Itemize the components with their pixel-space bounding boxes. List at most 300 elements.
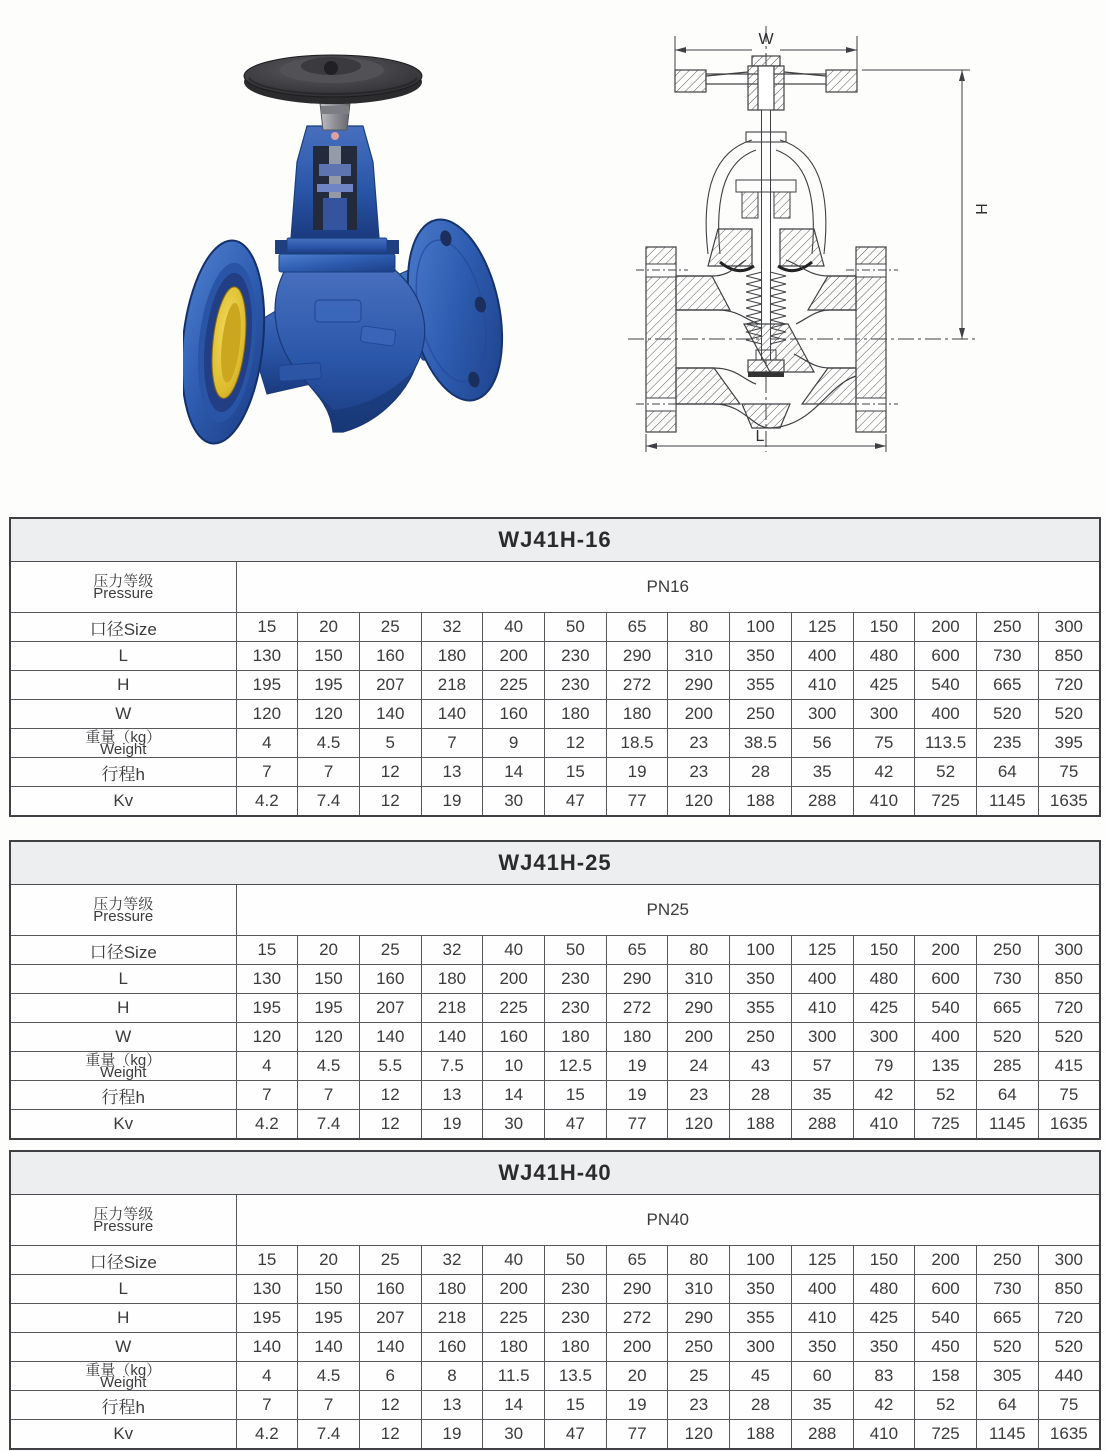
- spec-cell: 725: [915, 1420, 977, 1450]
- spec-cell: 42: [853, 1391, 915, 1420]
- spec-cell: 180: [421, 642, 483, 671]
- spec-cell: 350: [730, 965, 792, 994]
- row-label: L: [10, 1275, 236, 1304]
- spec-cell: 218: [421, 1304, 483, 1333]
- spec-cell: 400: [791, 1275, 853, 1304]
- spec-cell: 250: [976, 613, 1038, 642]
- spec-cell: 32: [421, 936, 483, 965]
- spec-cell: 120: [298, 700, 360, 729]
- spec-cell: 75: [1038, 1081, 1100, 1110]
- row-label: 行程h: [10, 1391, 236, 1420]
- table-title-cell: [10, 841, 1100, 885]
- spec-cell: 1635: [1038, 1420, 1100, 1450]
- spec-cell: 725: [915, 787, 977, 817]
- spec-cell: 12: [359, 1110, 421, 1140]
- spec-cell: 1145: [976, 787, 1038, 817]
- table-title: WJ41H-25: [498, 850, 612, 875]
- spec-cell: 7: [298, 1391, 360, 1420]
- row-label: [10, 729, 236, 758]
- spec-cell: 13: [421, 758, 483, 787]
- spec-cell: 4.2: [236, 1420, 298, 1450]
- table-row: [10, 729, 1100, 758]
- spec-cell: 13: [421, 1081, 483, 1110]
- spec-cell: 195: [298, 671, 360, 700]
- spec-cell: 225: [483, 1304, 545, 1333]
- spec-cell: 400: [791, 642, 853, 671]
- spec-cell: 15: [236, 1246, 298, 1275]
- spec-cell: 158: [915, 1362, 977, 1391]
- spec-cell: 23: [668, 1081, 730, 1110]
- spec-cell: 665: [976, 1304, 1038, 1333]
- spec-cell: 15: [545, 758, 607, 787]
- row-label: H: [10, 671, 236, 700]
- spec-cell: 140: [421, 1023, 483, 1052]
- spec-cell: 300: [1038, 613, 1100, 642]
- spec-cell: 160: [359, 642, 421, 671]
- spec-cell: 47: [545, 1420, 607, 1450]
- spec-cell: 4.5: [298, 729, 360, 758]
- spec-cell: 35: [791, 758, 853, 787]
- spec-cell: 218: [421, 671, 483, 700]
- table-row: [10, 787, 1100, 817]
- spec-cell: 1635: [1038, 1110, 1100, 1140]
- spec-cell: 52: [915, 758, 977, 787]
- row-label: H: [10, 1304, 236, 1333]
- table-row: [10, 671, 1100, 700]
- spec-cell: 19: [606, 758, 668, 787]
- row-label: W: [10, 1023, 236, 1052]
- table-title-cell: [10, 1151, 1100, 1195]
- spec-cell: 5.5: [359, 1052, 421, 1081]
- table-row: [10, 642, 1100, 671]
- spec-cell: 850: [1038, 1275, 1100, 1304]
- table-row: [10, 1420, 1100, 1450]
- spec-cell: 850: [1038, 642, 1100, 671]
- spec-cell: 13: [421, 1391, 483, 1420]
- spec-cell: 32: [421, 613, 483, 642]
- spec-cell: 290: [668, 994, 730, 1023]
- spec-cell: 7.4: [298, 787, 360, 817]
- spec-cell: 250: [730, 1023, 792, 1052]
- spec-cell: 130: [236, 642, 298, 671]
- spec-cell: 355: [730, 1304, 792, 1333]
- spec-cell: 12: [359, 1081, 421, 1110]
- pressure-row-label: [10, 1195, 236, 1246]
- spec-cell: 35: [791, 1391, 853, 1420]
- spec-cell: 250: [730, 700, 792, 729]
- spec-cell: 207: [359, 994, 421, 1023]
- spec-cell: 300: [791, 1023, 853, 1052]
- spec-cell: 25: [668, 1362, 730, 1391]
- spec-cell: 38.5: [730, 729, 792, 758]
- spec-cell: 410: [791, 1304, 853, 1333]
- spec-cell: 77: [606, 1110, 668, 1140]
- spec-cell: 57: [791, 1052, 853, 1081]
- spec-cell: 65: [606, 1246, 668, 1275]
- spec-cell: 25: [359, 613, 421, 642]
- spec-cell: 4: [236, 729, 298, 758]
- spec-cell: 30: [483, 1110, 545, 1140]
- spec-cell: 300: [853, 700, 915, 729]
- spec-cell: 64: [976, 758, 1038, 787]
- spec-cell: 7: [236, 1081, 298, 1110]
- spec-cell: 720: [1038, 994, 1100, 1023]
- row-label-en: Weight: [100, 741, 147, 758]
- row-label: Kv: [10, 1110, 236, 1140]
- spec-cell: 100: [730, 936, 792, 965]
- spec-cell: 47: [545, 1110, 607, 1140]
- spec-cell: 540: [915, 994, 977, 1023]
- spec-cell: 310: [668, 1275, 730, 1304]
- spec-cell: 195: [236, 1304, 298, 1333]
- spec-table-WJ41H-25: [9, 840, 1101, 1140]
- spec-cell: 230: [545, 1275, 607, 1304]
- spec-cell: 120: [236, 700, 298, 729]
- spec-cell: 64: [976, 1081, 1038, 1110]
- spec-cell: 350: [730, 1275, 792, 1304]
- row-label: Kv: [10, 1420, 236, 1450]
- spec-cell: 8: [421, 1362, 483, 1391]
- spec-cell: 150: [298, 965, 360, 994]
- spec-cell: 23: [668, 1391, 730, 1420]
- spec-cell: 43: [730, 1052, 792, 1081]
- spec-cell: 200: [483, 965, 545, 994]
- spec-cell: 40: [483, 613, 545, 642]
- row-label-cn: 重量（kg）: [85, 1052, 162, 1069]
- table-row: [10, 1110, 1100, 1140]
- spec-cell: 19: [606, 1391, 668, 1420]
- table-row: [10, 613, 1100, 642]
- spec-cell: 200: [915, 613, 977, 642]
- spec-cell: 160: [421, 1333, 483, 1362]
- spec-cell: 400: [915, 700, 977, 729]
- pressure-value: PN16: [236, 562, 1100, 613]
- spec-cell: 200: [668, 700, 730, 729]
- spec-cell: 20: [298, 613, 360, 642]
- spec-cell: 300: [791, 700, 853, 729]
- spec-cell: 180: [545, 1333, 607, 1362]
- spec-cell: 180: [545, 700, 607, 729]
- spec-cell: 230: [545, 671, 607, 700]
- spec-cell: 410: [853, 1420, 915, 1450]
- spec-cell: 665: [976, 671, 1038, 700]
- spec-cell: 250: [976, 936, 1038, 965]
- spec-cell: 730: [976, 1275, 1038, 1304]
- table-row: [10, 700, 1100, 729]
- spec-cell: 160: [483, 700, 545, 729]
- table-row: [10, 758, 1100, 787]
- spec-cell: 75: [1038, 1391, 1100, 1420]
- spec-cell: 19: [421, 1110, 483, 1140]
- spec-cell: 20: [606, 1362, 668, 1391]
- spec-cell: 180: [483, 1333, 545, 1362]
- spec-cell: 195: [298, 1304, 360, 1333]
- spec-cell: 50: [545, 936, 607, 965]
- spec-cell: 520: [976, 700, 1038, 729]
- spec-cell: 35: [791, 1081, 853, 1110]
- row-label: Kv: [10, 787, 236, 817]
- row-label: 行程h: [10, 1081, 236, 1110]
- spec-cell: 12: [359, 787, 421, 817]
- spec-cell: 65: [606, 936, 668, 965]
- spec-cell: 83: [853, 1362, 915, 1391]
- spec-cell: 290: [606, 1275, 668, 1304]
- row-label: L: [10, 642, 236, 671]
- spec-cell: 42: [853, 758, 915, 787]
- spec-cell: 300: [1038, 1246, 1100, 1275]
- spec-cell: 5: [359, 729, 421, 758]
- spec-cell: 600: [915, 1275, 977, 1304]
- row-label-en: Weight: [100, 1374, 147, 1391]
- spec-cell: 19: [421, 787, 483, 817]
- spec-cell: 45: [730, 1362, 792, 1391]
- spec-cell: 140: [359, 700, 421, 729]
- spec-cell: 188: [730, 1420, 792, 1450]
- dimension-w-label: W: [758, 31, 774, 48]
- spec-cell: 250: [668, 1333, 730, 1362]
- spec-cell: 288: [791, 1110, 853, 1140]
- spec-cell: 1145: [976, 1110, 1038, 1140]
- spec-cell: 480: [853, 1275, 915, 1304]
- spec-table-WJ41H-40: [9, 1150, 1101, 1450]
- row-label: 口径Size: [10, 936, 236, 965]
- spec-cell: 410: [853, 787, 915, 817]
- table-row: [10, 1304, 1100, 1333]
- spec-table: [9, 1150, 1101, 1450]
- spec-cell: 140: [298, 1333, 360, 1362]
- spec-cell: 23: [668, 729, 730, 758]
- spec-cell: 1635: [1038, 787, 1100, 817]
- spec-cell: 160: [359, 965, 421, 994]
- spec-table: [9, 840, 1101, 1140]
- spec-cell: 720: [1038, 1304, 1100, 1333]
- spec-cell: 300: [730, 1333, 792, 1362]
- row-label: 口径Size: [10, 613, 236, 642]
- spec-cell: 32: [421, 1246, 483, 1275]
- row-label: H: [10, 994, 236, 1023]
- spec-cell: 400: [791, 965, 853, 994]
- spec-cell: 288: [791, 1420, 853, 1450]
- spec-cell: 290: [668, 671, 730, 700]
- spec-cell: 480: [853, 642, 915, 671]
- spec-cell: 4: [236, 1362, 298, 1391]
- spec-cell: 47: [545, 787, 607, 817]
- spec-cell: 730: [976, 642, 1038, 671]
- row-label: L: [10, 965, 236, 994]
- spec-cell: 50: [545, 613, 607, 642]
- spec-cell: 350: [730, 642, 792, 671]
- spec-cell: 207: [359, 671, 421, 700]
- spec-cell: 64: [976, 1391, 1038, 1420]
- spec-cell: 130: [236, 1275, 298, 1304]
- spec-cell: 290: [668, 1304, 730, 1333]
- spec-cell: 7: [236, 1391, 298, 1420]
- spec-cell: 7: [298, 1081, 360, 1110]
- spec-cell: 850: [1038, 965, 1100, 994]
- spec-cell: 28: [730, 1391, 792, 1420]
- spec-cell: 150: [298, 642, 360, 671]
- spec-cell: 200: [915, 936, 977, 965]
- spec-cell: 150: [298, 1275, 360, 1304]
- spec-cell: 77: [606, 787, 668, 817]
- spec-cell: 100: [730, 1246, 792, 1275]
- spec-cell: 77: [606, 1420, 668, 1450]
- spec-cell: 725: [915, 1110, 977, 1140]
- spec-cell: 480: [853, 965, 915, 994]
- spec-cell: 230: [545, 642, 607, 671]
- spec-cell: 200: [606, 1333, 668, 1362]
- spec-cell: 7.5: [421, 1052, 483, 1081]
- spec-cell: 42: [853, 1081, 915, 1110]
- table-title-cell: [10, 518, 1100, 562]
- spec-cell: 425: [853, 1304, 915, 1333]
- spec-cell: 720: [1038, 671, 1100, 700]
- spec-table-WJ41H-16: [9, 517, 1101, 817]
- table-row: [10, 1052, 1100, 1081]
- spec-cell: 60: [791, 1362, 853, 1391]
- spec-cell: 113.5: [915, 729, 977, 758]
- spec-cell: 7.4: [298, 1420, 360, 1450]
- spec-cell: 120: [668, 1420, 730, 1450]
- pressure-row-label: [10, 885, 236, 936]
- spec-cell: 7.4: [298, 1110, 360, 1140]
- spec-cell: 195: [236, 671, 298, 700]
- spec-cell: 14: [483, 758, 545, 787]
- spec-cell: 520: [1038, 700, 1100, 729]
- spec-cell: 180: [606, 1023, 668, 1052]
- spec-cell: 7: [236, 758, 298, 787]
- spec-cell: 6: [359, 1362, 421, 1391]
- spec-cell: 13.5: [545, 1362, 607, 1391]
- spec-cell: 350: [791, 1333, 853, 1362]
- spec-cell: 520: [1038, 1023, 1100, 1052]
- table-row: [10, 1081, 1100, 1110]
- spec-cell: 225: [483, 671, 545, 700]
- spec-cell: 75: [853, 729, 915, 758]
- table-title: WJ41H-16: [498, 527, 612, 552]
- spec-cell: 410: [791, 671, 853, 700]
- table-row: [10, 1391, 1100, 1420]
- row-label-cn: 重量（kg）: [85, 1362, 162, 1379]
- spec-cell: 160: [359, 1275, 421, 1304]
- spec-cell: 4.5: [298, 1052, 360, 1081]
- spec-cell: 125: [791, 936, 853, 965]
- spec-cell: 225: [483, 994, 545, 1023]
- spec-cell: 100: [730, 613, 792, 642]
- spec-cell: 600: [915, 642, 977, 671]
- spec-cell: 120: [298, 1023, 360, 1052]
- spec-cell: 290: [606, 965, 668, 994]
- spec-cell: 288: [791, 787, 853, 817]
- table-title: WJ41H-40: [498, 1160, 612, 1185]
- pressure-row-label: [10, 562, 236, 613]
- pressure-value: PN25: [236, 885, 1100, 936]
- spec-cell: 52: [915, 1391, 977, 1420]
- spec-cell: 272: [606, 1304, 668, 1333]
- spec-cell: 730: [976, 965, 1038, 994]
- spec-cell: 40: [483, 1246, 545, 1275]
- spec-cell: 140: [359, 1333, 421, 1362]
- spec-cell: 300: [853, 1023, 915, 1052]
- spec-cell: 12: [359, 758, 421, 787]
- spec-cell: 12: [545, 729, 607, 758]
- pressure-label-cn: 压力等级: [93, 573, 154, 590]
- spec-cell: 195: [298, 994, 360, 1023]
- spec-cell: 180: [421, 1275, 483, 1304]
- spec-cell: 235: [976, 729, 1038, 758]
- spec-cell: 4.2: [236, 1110, 298, 1140]
- spec-cell: 28: [730, 1081, 792, 1110]
- spec-cell: 200: [483, 1275, 545, 1304]
- row-label-cn: 重量（kg）: [85, 729, 162, 746]
- pressure-value: PN40: [236, 1195, 1100, 1246]
- spec-cell: 665: [976, 994, 1038, 1023]
- pressure-label-cn: 压力等级: [93, 1206, 154, 1223]
- spec-cell: 355: [730, 994, 792, 1023]
- spec-cell: 285: [976, 1052, 1038, 1081]
- spec-cell: 28: [730, 758, 792, 787]
- spec-cell: 425: [853, 671, 915, 700]
- pressure-label-en: Pressure: [93, 585, 154, 602]
- spec-cell: 65: [606, 613, 668, 642]
- spec-cell: 14: [483, 1081, 545, 1110]
- spec-cell: 125: [791, 1246, 853, 1275]
- pressure-label-en: Pressure: [93, 1218, 154, 1235]
- table-row: [10, 1246, 1100, 1275]
- spec-cell: 40: [483, 936, 545, 965]
- spec-cell: 120: [668, 787, 730, 817]
- spec-cell: 19: [606, 1081, 668, 1110]
- spec-cell: 79: [853, 1052, 915, 1081]
- spec-cell: 125: [791, 613, 853, 642]
- spec-cell: 272: [606, 671, 668, 700]
- spec-cell: 440: [1038, 1362, 1100, 1391]
- spec-cell: 207: [359, 1304, 421, 1333]
- spec-cell: 15: [236, 613, 298, 642]
- spec-cell: 520: [976, 1023, 1038, 1052]
- spec-cell: 75: [1038, 758, 1100, 787]
- spec-cell: 4.5: [298, 1362, 360, 1391]
- spec-cell: 15: [545, 1391, 607, 1420]
- spec-cell: 56: [791, 729, 853, 758]
- spec-cell: 410: [791, 994, 853, 1023]
- spec-cell: 80: [668, 936, 730, 965]
- spec-cell: 9: [483, 729, 545, 758]
- spec-cell: 305: [976, 1362, 1038, 1391]
- row-label: [10, 1362, 236, 1391]
- table-row: [10, 1275, 1100, 1304]
- spec-cell: 52: [915, 1081, 977, 1110]
- spec-cell: 350: [853, 1333, 915, 1362]
- spec-cell: 300: [1038, 936, 1100, 965]
- spec-cell: 25: [359, 936, 421, 965]
- spec-cell: 150: [853, 1246, 915, 1275]
- spec-cell: 80: [668, 1246, 730, 1275]
- spec-cell: 200: [915, 1246, 977, 1275]
- spec-cell: 19: [606, 1052, 668, 1081]
- table-row: [10, 1023, 1100, 1052]
- spec-cell: 140: [421, 700, 483, 729]
- spec-cell: 540: [915, 671, 977, 700]
- spec-cell: 18.5: [606, 729, 668, 758]
- spec-cell: 11.5: [483, 1362, 545, 1391]
- spec-cell: 15: [545, 1081, 607, 1110]
- spec-cell: 30: [483, 787, 545, 817]
- spec-cell: 1145: [976, 1420, 1038, 1450]
- spec-cell: 400: [915, 1023, 977, 1052]
- row-label: [10, 1052, 236, 1081]
- spec-cell: 140: [236, 1333, 298, 1362]
